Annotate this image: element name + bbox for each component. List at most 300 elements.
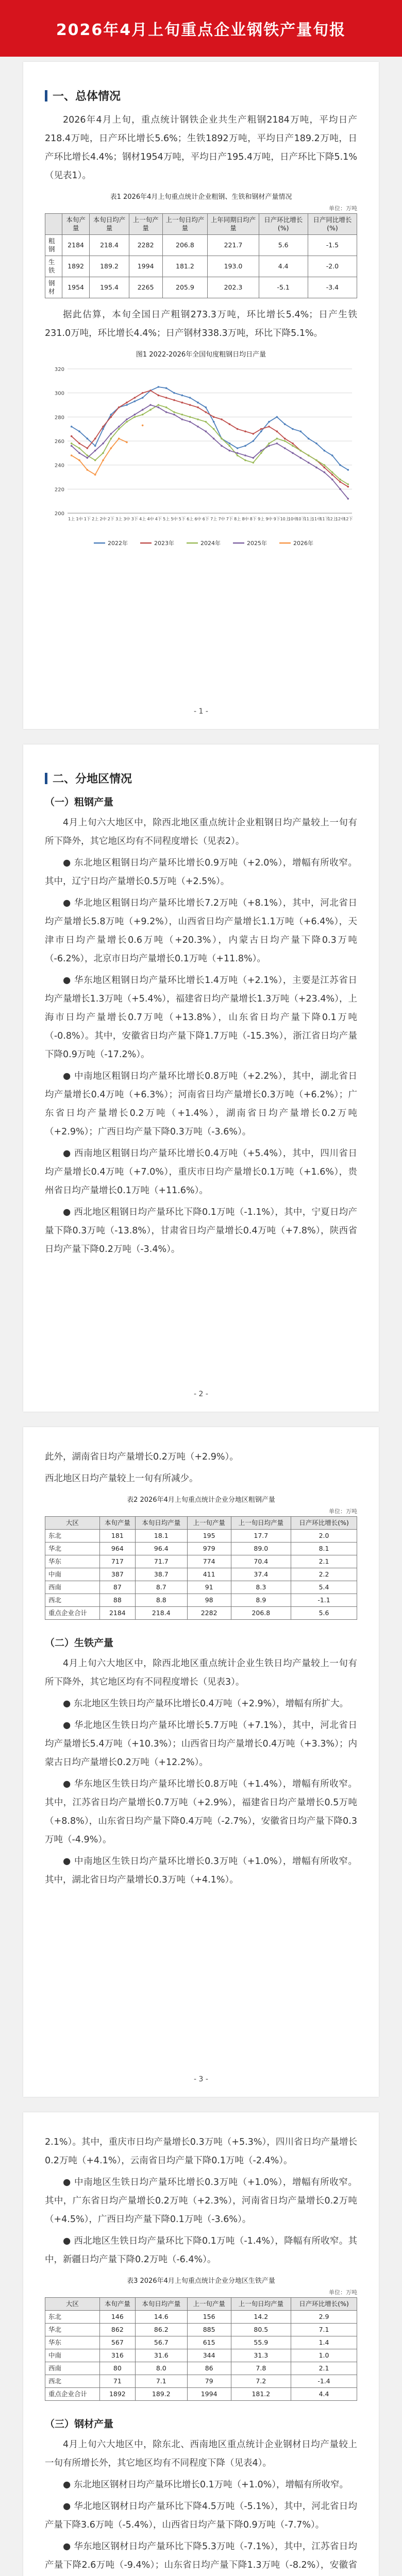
table2-cell: 70.4: [231, 1555, 291, 1568]
data-point: [268, 445, 270, 447]
table3-cell: 2.1: [291, 2362, 357, 2375]
continued-paragraph: 西北地区日均产量较上一旬有所减少。: [45, 1473, 198, 1484]
estimate-paragraph: 据此估算，本旬全国日产粗钢273.3万吨，环比增长5.4%；日产生铁231.0万吨，环比增长4.4%；日产钢材338.3万吨，环比下降5.1%。: [45, 310, 357, 338]
data-point: [339, 481, 341, 483]
bullet-item: ● 华北地区钢材日均产量环比下降4.5万吨（-5.1%），其中，河北省日均产量下降3.6万吨（-5.4%），山西省日均产量下降0.9万吨（-7.7%）。: [45, 2501, 357, 2530]
data-point: [268, 421, 270, 423]
table1-cell: 193.0: [208, 256, 259, 277]
table2-cell: 979: [187, 1543, 231, 1555]
table3-cell: 189.2: [135, 2388, 187, 2401]
data-point: [149, 389, 152, 392]
table2-cell: 东北: [45, 1530, 100, 1543]
table3-cell: 华东: [45, 2336, 100, 2349]
data-point: [142, 392, 144, 394]
x-tick-label: 9下: [273, 517, 280, 521]
data-point: [213, 421, 215, 423]
data-point: [197, 426, 199, 428]
table2-cell: 89.0: [231, 1543, 291, 1555]
table3-cell: 885: [187, 2324, 231, 2336]
table2-cell: 88: [99, 1594, 135, 1607]
data-point: [158, 386, 160, 388]
data-point: [324, 450, 326, 452]
data-point: [331, 479, 333, 481]
table1-cell: 2282: [129, 235, 162, 256]
table3-cell: 8.0: [135, 2362, 187, 2375]
table2-cell: 2.2: [291, 1568, 357, 1581]
data-point: [102, 426, 104, 428]
table3-caption: 表3 2026年4月上旬重点统计企业分地区生铁产量: [127, 2277, 275, 2285]
data-point: [237, 452, 239, 454]
data-point: [276, 438, 278, 440]
heading-bar: [45, 773, 47, 784]
table3-cell: 615: [187, 2336, 231, 2349]
data-point: [142, 409, 144, 411]
y-tick-label: 260: [54, 439, 64, 445]
table2-cell: 华北: [45, 1543, 100, 1555]
overall-paragraph: 2026年4月上旬，重点统计钢铁企业共生产粗钢2184万吨，平均日产218.4万吨，日产环比增长5.6%；生铁1892万吨，平均日产189.2万吨，日产环比增长4.4%；钢材1954万吨，平均日产195.4万吨，日产环比下降5.1%（见表1）。: [45, 115, 357, 181]
table2-row: [45, 1568, 357, 1581]
table2: [45, 1516, 357, 1620]
table3-cell: 862: [99, 2324, 135, 2336]
table3-header: 本旬产量: [99, 2298, 135, 2311]
x-tick-label: 5下: [178, 517, 186, 521]
table2-cell: 2.0: [291, 1530, 357, 1543]
data-point: [102, 443, 104, 445]
bullet-item: ● 中南地区生铁日均产量环比增长0.3万吨（+1.0%），增幅有所收窄。其中，湖北省日均产量增长0.3万吨（+4.1%）。: [45, 1856, 357, 1885]
table3-cell: 86.2: [135, 2324, 187, 2336]
data-point: [308, 454, 310, 456]
x-tick-label: 2下: [107, 517, 114, 521]
table1-cell: 4.4: [259, 256, 308, 277]
x-tick-label: 8中: [242, 517, 249, 521]
table2-row: [45, 1594, 357, 1607]
table1-cell: 202.3: [208, 277, 259, 298]
data-point: [158, 404, 160, 406]
table3-cell: 80: [99, 2362, 135, 2375]
data-point: [149, 409, 152, 411]
bullet-item: ● 东北地区生铁日均产量环比增长0.4万吨（+2.9%），增幅有所扩大。: [63, 1699, 349, 1709]
bullet-item: ● 华东地区粗钢日均产量环比增长1.4万吨（+2.1%），主要是江苏省日均产量增长1.3万吨（+5.4%），福建省日均产量增长1.3万吨（+23.4%），上海市日均产量增长0.7万吨（+13.8%），山东省日均产量下降0.1万吨（-0.8%）。其中，安徽省日均产量下降1.7万吨（-15.3%），浙江省日均产量下降0.9万吨（-17.2%）。: [45, 975, 357, 1060]
x-tick-label: 7中: [218, 517, 225, 521]
data-point: [134, 397, 136, 399]
x-tick-label: 6下: [202, 517, 209, 521]
table1-cell: 粗钢: [45, 235, 62, 256]
table2-row: [45, 1581, 357, 1594]
legend-label: 2026年: [293, 540, 313, 547]
data-point: [126, 418, 128, 420]
data-point: [205, 431, 207, 433]
data-point: [237, 428, 239, 430]
table1-row: [45, 256, 357, 277]
table2-cell: 8.3: [231, 1581, 291, 1594]
data-point: [229, 443, 231, 445]
data-point: [71, 426, 73, 428]
table2-header: 日产环比增长(%): [291, 1517, 357, 1530]
table2-cell: 71.7: [135, 1555, 187, 1568]
table1-cell: 221.7: [208, 235, 259, 256]
table3-header: 上一旬日均产量: [231, 2298, 291, 2311]
data-point: [149, 404, 152, 406]
table3-cell: 中南: [45, 2349, 100, 2362]
data-point: [78, 443, 80, 445]
table2-cell: 91: [187, 1581, 231, 1594]
legend-label: 2024年: [200, 540, 221, 547]
page-3: [23, 1427, 379, 2097]
table3-row: [45, 2349, 357, 2362]
data-point: [110, 414, 112, 416]
table2-caption: 表2 2026年4月上旬重点统计企业分地区粗钢产量: [127, 1496, 275, 1504]
data-point: [87, 454, 89, 456]
x-tick-label: 8下: [249, 517, 257, 521]
legend-label: 2023年: [154, 540, 174, 547]
bullet-item: ● 华北地区生铁日均产量环比增长5.7万吨（+7.1%），其中，河北省日均产量增长5.4万吨（+10.3%）；山西省日均产量增长0.4万吨（+3.3%）；内蒙古日均产量增长0.2万吨（+12.2%）。: [45, 1720, 357, 1768]
data-point: [347, 498, 349, 500]
data-point: [94, 445, 96, 447]
table2-cell: 西北: [45, 1594, 100, 1607]
x-tick-label: 1中: [76, 517, 83, 521]
data-point: [189, 397, 191, 399]
table2-cell: 2.1: [291, 1555, 357, 1568]
data-point: [292, 452, 294, 454]
data-point: [347, 469, 349, 471]
data-point: [189, 416, 191, 418]
data-point: [260, 431, 262, 433]
data-point: [244, 460, 246, 462]
data-point: [110, 438, 112, 440]
table3-cell: 146: [99, 2311, 135, 2324]
table2-cell: 西南: [45, 1581, 100, 1594]
table3-row: [45, 2311, 357, 2324]
legend-label: 2022年: [108, 540, 128, 547]
table3-cell: 14.2: [231, 2311, 291, 2324]
data-point: [173, 392, 175, 394]
data-point: [308, 462, 310, 464]
crude-steel-intro: 4月上旬六大地区中，除西北地区重点统计企业粗钢日均产量较上一旬有所下降外，其它地区均有不同程度增长（见表2）。: [45, 818, 357, 846]
table2-cell: 218.4: [135, 1607, 187, 1620]
data-point: [118, 406, 120, 409]
data-point: [300, 457, 302, 459]
data-point: [276, 431, 278, 433]
table2-unit: 单位：万吨: [329, 1508, 357, 1515]
table3-cell: 316: [99, 2349, 135, 2362]
table2-cell: 华东: [45, 1555, 100, 1568]
data-point: [260, 450, 262, 452]
data-point: [78, 452, 80, 454]
page-2: [23, 744, 379, 1412]
table1-cell: 1994: [129, 256, 162, 277]
data-point: [173, 399, 175, 401]
x-tick-label: 1上: [68, 517, 75, 521]
table2-row: [45, 1607, 357, 1620]
data-point: [142, 414, 144, 416]
table3-cell: 156: [187, 2311, 231, 2324]
table2-cell: 98: [187, 1594, 231, 1607]
chart-caption: 图1 2022-2026年全国旬度粗钢日均日产量: [136, 351, 266, 359]
x-tick-label: 7下: [226, 517, 233, 521]
data-point: [244, 431, 246, 433]
data-point: [189, 421, 191, 423]
subsection-crude-steel: （一）粗钢产量: [45, 796, 114, 808]
data-point: [110, 447, 112, 449]
section-title: 一、总体情况: [53, 90, 121, 103]
table3-cell: 7.8: [231, 2362, 291, 2375]
table1-header: 日产同比增长(%): [308, 214, 357, 235]
data-point: [229, 450, 231, 452]
table1-cell: 181.2: [162, 256, 208, 277]
legend-label: 2025年: [247, 540, 267, 547]
data-point: [78, 460, 80, 462]
bullet-item: ● 中南地区生铁日均产量环比增长0.3万吨（+1.0%），增幅有所收窄。其中，广东省日均产量增长0.2万吨（+2.3%），河南省日均产量增长0.2万吨（+4.5%），广西日均产量下降0.1万吨（-3.6%）。: [45, 2177, 357, 2225]
data-point: [221, 438, 223, 440]
data-point: [71, 443, 73, 445]
table2-cell: 8.8: [135, 1594, 187, 1607]
data-point: [94, 450, 96, 452]
data-point: [284, 423, 286, 426]
data-point: [253, 440, 255, 442]
table3-cell: 7.1: [135, 2375, 187, 2388]
data-point: [284, 440, 286, 442]
y-tick-label: 200: [54, 511, 64, 517]
data-point: [284, 447, 286, 449]
bullet-item: ● 华北地区粗钢日均产量环比增长7.2万吨（+8.1%），其中，河北省日均产量增长5.8万吨（+9.2%），山西省日均产量增长1.1万吨（+6.4%），天津市日均产量增长0.6万吨（+20.3%），内蒙古日均产量下降0.3万吨（-6.2%），北京市日均产量增长0.1万吨（+11.8%）。: [45, 898, 357, 964]
table3-cell: 1.4: [291, 2336, 357, 2349]
heading-bar: [45, 90, 47, 101]
table2-cell: -1.1: [291, 1594, 357, 1607]
data-point: [142, 397, 144, 399]
data-point: [126, 421, 128, 423]
data-point: [276, 443, 278, 445]
table3: [45, 2297, 357, 2401]
table2-cell: 18.1: [135, 1530, 187, 1543]
data-point: [126, 402, 128, 404]
x-tick-label: 3上: [115, 517, 123, 521]
section-region-heading: [45, 770, 357, 786]
data-point: [244, 445, 246, 447]
data-point: [292, 445, 294, 447]
table2-header: 上一旬产量: [187, 1517, 231, 1530]
x-tick-label: 4上: [139, 517, 146, 521]
data-point: [331, 474, 333, 476]
page-number: - 1 -: [194, 707, 208, 716]
data-point: [268, 443, 270, 445]
pig-iron-intro: 4月上旬六大地区中，除西北地区重点统计企业生铁日均产量较上一旬有所下降外，其它地区均有不同程度增长（见表3）。: [45, 1658, 357, 1687]
data-point: [110, 433, 112, 435]
table2-header: 大区: [45, 1517, 100, 1530]
table2-header-row: [45, 1517, 357, 1530]
bullet-item: ● 西北地区粗钢日均产量环比下降0.1万吨（-1.1%），其中，宁夏日均产量下降0.3万吨（-13.8%），甘肃省日均产量增长0.4万吨（+7.8%），陕西省日均产量下降0.2万吨（-3.4%）。: [45, 1207, 357, 1255]
x-tick-label: 5中: [171, 517, 178, 521]
data-point: [253, 433, 255, 435]
data-point: [260, 452, 262, 454]
table1-cell: 2184: [62, 235, 89, 256]
x-tick-label: 9中: [265, 517, 273, 521]
table2-cell: 181: [99, 1530, 135, 1543]
page-number: - 2 -: [194, 1390, 208, 1398]
table2-cell: 964: [99, 1543, 135, 1555]
data-point: [126, 442, 128, 444]
data-point: [205, 406, 207, 409]
table2-cell: 411: [187, 1568, 231, 1581]
bullet-item: ● 华东地区生铁日均产量环比增长0.8万吨（+1.4%），增幅有所收窄。其中，江苏省日均产量增长0.7万吨（+2.9%），福建省日均产量增长0.5万吨（+8.8%），山东省日均产量下降0.4万吨（-2.7%），安徽省日均产量下降0.3万吨（-4.9%）。: [45, 1779, 357, 1845]
report-title: 2026年4月上旬重点企业钢铁产量旬报: [56, 21, 346, 39]
bullet-item: ● 东北地区粗钢日均产量环比增长0.9万吨（+2.0%），增幅有所收窄。其中，辽宁日均产量增长0.5万吨（+2.5%）。: [45, 858, 357, 887]
x-tick-label: 4中: [147, 517, 154, 521]
table3-cell: 东北: [45, 2311, 100, 2324]
table2-cell: 2184: [99, 1607, 135, 1620]
x-tick-label: 12下: [343, 517, 353, 521]
data-point: [87, 447, 89, 449]
table3-cell: 重点企业合计: [45, 2388, 100, 2401]
table2-cell: 8.9: [231, 1594, 291, 1607]
x-tick-label: 8上: [234, 517, 241, 521]
data-point: [300, 431, 302, 433]
data-point: [142, 425, 144, 427]
y-tick-label: 280: [54, 415, 64, 421]
series-line: [72, 426, 143, 475]
data-point: [94, 474, 96, 476]
table2-cell: 17.7: [231, 1530, 291, 1543]
data-point: [292, 428, 294, 430]
data-point: [118, 426, 120, 428]
continued-paragraph: 2.1%）。其中，重庆市日均产量增长0.3万吨（+5.3%），四川省日均产量增长0.2万吨（+4.1%），云南省日均产量下降0.1万吨（-2.4%）。: [45, 2137, 357, 2166]
data-point: [165, 406, 167, 409]
table3-cell: 56.7: [135, 2336, 187, 2349]
data-point: [229, 423, 231, 426]
data-point: [78, 447, 80, 449]
table1-cell: 195.4: [90, 277, 129, 298]
table3-cell: 79: [187, 2375, 231, 2388]
data-point: [213, 438, 215, 440]
x-tick-label: 11上: [304, 517, 313, 521]
data-point: [339, 488, 341, 490]
data-point: [276, 416, 278, 418]
x-tick-label: 5上: [163, 517, 170, 521]
data-point: [158, 406, 160, 409]
series-line: [72, 391, 348, 487]
table2-cell: 8.1: [291, 1543, 357, 1555]
x-tick-label: 2上: [92, 517, 99, 521]
data-point: [134, 400, 136, 402]
table3-cell: 华北: [45, 2324, 100, 2336]
table1-cell: -5.1: [259, 277, 308, 298]
table1-cell: -3.4: [308, 277, 357, 298]
x-tick-label: 4下: [155, 517, 162, 521]
chart-container: [45, 362, 357, 560]
table2-cell: 中南: [45, 1568, 100, 1581]
data-point: [181, 395, 183, 397]
y-tick-label: 220: [54, 487, 64, 493]
data-point: [268, 426, 270, 428]
table3-unit: 单位：万吨: [329, 2289, 357, 2296]
table2-row: [45, 1530, 357, 1543]
data-point: [165, 387, 167, 389]
report-banner: [0, 0, 402, 57]
table2-cell: 717: [99, 1555, 135, 1568]
y-tick-label: 240: [54, 463, 64, 469]
data-point: [173, 414, 175, 416]
data-point: [324, 471, 326, 473]
table2-header: 本旬产量: [99, 1517, 135, 1530]
x-tick-label: 12中: [335, 517, 345, 521]
table1-cell: -1.5: [308, 235, 357, 256]
table3-cell: 2.9: [291, 2311, 357, 2324]
steel-products-intro: 4月上旬六大地区中，除东北、西南地区重点统计企业钢材日均产量较上一旬有所增长外，其它地区均有不同程度下降（见表4）。: [45, 2439, 357, 2468]
x-tick-label: 12上: [327, 517, 337, 521]
table1-caption: 表1 2026年4月上旬重点统计企业粗钢、生铁和钢材产量情况: [110, 193, 292, 201]
x-tick-label: 6上: [187, 517, 194, 521]
table3-cell: 55.9: [231, 2336, 291, 2349]
table3-header: 大区: [45, 2298, 100, 2311]
data-point: [197, 402, 199, 404]
bullet-item: ● 西北地区生铁日均产量环比下降0.1万吨（-1.4%），降幅有所收窄。其中，新疆日均产量下降0.2万吨（-6.4%）。: [45, 2236, 357, 2265]
table3-cell: 567: [99, 2336, 135, 2349]
x-tick-label: 11中: [311, 517, 322, 521]
data-point: [87, 457, 89, 459]
data-point: [205, 421, 207, 423]
table3-cell: 181.2: [231, 2388, 291, 2401]
data-point: [324, 467, 326, 469]
data-point: [347, 483, 349, 485]
table1-cell: -2.0: [308, 256, 357, 277]
table1-cell: 2265: [129, 277, 162, 298]
section-overall-heading: [45, 88, 357, 104]
x-tick-label: 3中: [123, 517, 130, 521]
table1-cell: 1954: [62, 277, 89, 298]
data-point: [339, 464, 341, 466]
data-point: [331, 471, 333, 473]
data-point: [315, 460, 317, 462]
data-point: [94, 438, 96, 440]
x-tick-label: 6中: [194, 517, 202, 521]
data-point: [339, 479, 341, 481]
table3-cell: 4.4: [291, 2388, 357, 2401]
table1-header: [45, 214, 62, 235]
data-point: [347, 486, 349, 488]
table3-cell: 1994: [187, 2388, 231, 2401]
data-point: [78, 431, 80, 433]
data-point: [71, 445, 73, 447]
table3-cell: 1.0: [291, 2349, 357, 2362]
table2-cell: 774: [187, 1555, 231, 1568]
table1-header: 本旬产量: [62, 214, 89, 235]
series-line: [72, 387, 348, 470]
data-point: [237, 454, 239, 456]
table1-cell: 钢材: [45, 277, 62, 298]
subsection-pig-iron: （二）生铁产量: [45, 1637, 114, 1649]
section-title: 二、分地区情况: [53, 773, 132, 786]
data-point: [221, 445, 223, 447]
data-point: [197, 418, 199, 420]
x-tick-label: 10下: [296, 517, 306, 521]
table3-header-row: [45, 2298, 357, 2311]
table3-cell: 14.6: [135, 2311, 187, 2324]
x-tick-label: 3下: [131, 517, 138, 521]
data-point: [229, 445, 231, 447]
table2-cell: 37.4: [231, 1568, 291, 1581]
data-point: [126, 404, 128, 406]
table1-header: 上年同期日均产量: [208, 214, 259, 235]
subsection-steel-products: （三）钢材产量: [45, 2418, 114, 2430]
table3-cell: 86: [187, 2362, 231, 2375]
table1-header: 本旬日均产量: [90, 214, 129, 235]
data-point: [284, 438, 286, 440]
table3-cell: 西南: [45, 2362, 100, 2375]
table1-header-row: [45, 214, 357, 235]
table2-cell: 206.8: [231, 1607, 291, 1620]
table1-cell: 218.4: [90, 235, 129, 256]
table3-row: [45, 2362, 357, 2375]
table1-cell: 生铁: [45, 256, 62, 277]
